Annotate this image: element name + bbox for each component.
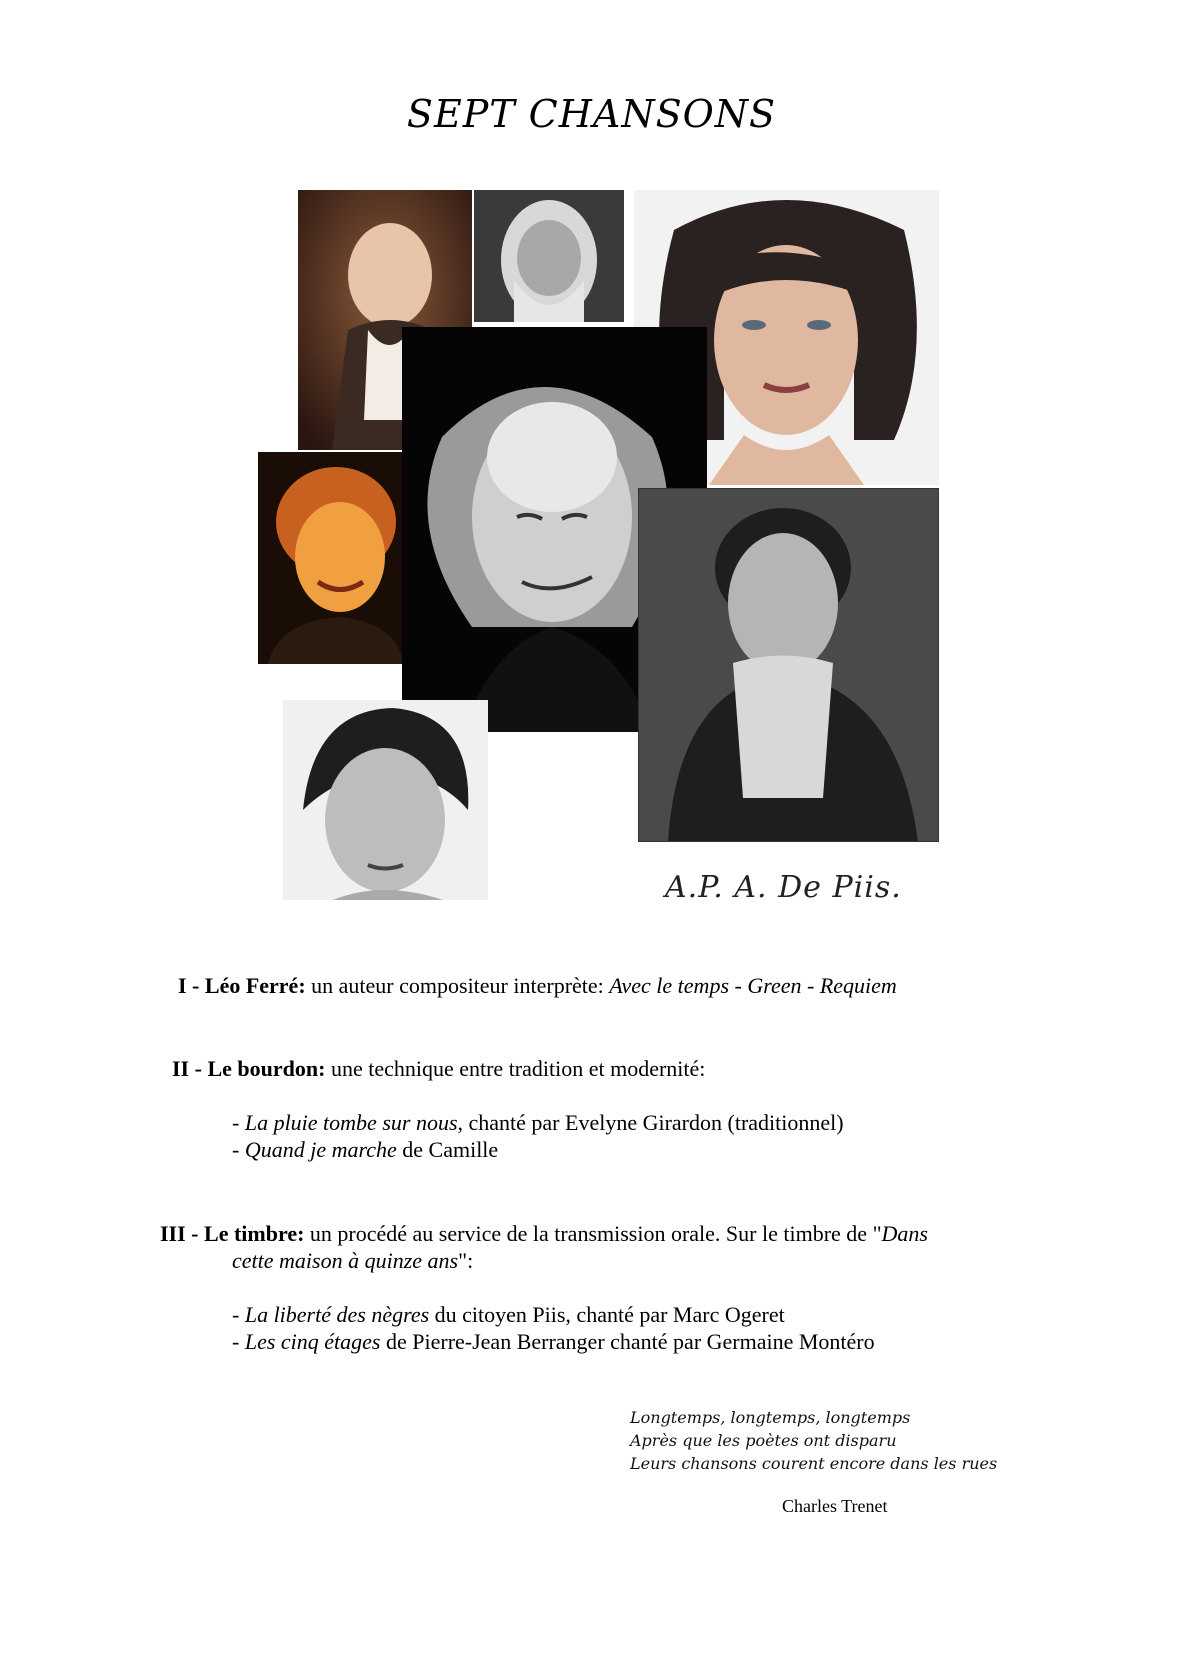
portrait-icon — [283, 700, 488, 900]
section-1-heading: Léo Ferré: — [204, 973, 306, 998]
piis-signature: A.P. A. De Piis. — [665, 870, 902, 905]
section-1-number: I - — [178, 973, 200, 998]
song-title: Les cinq étages — [244, 1329, 381, 1354]
section-1-text: un auteur compositeur interprète: — [305, 973, 610, 998]
quote-line: Longtemps, longtemps, longtemps — [630, 1408, 911, 1427]
list-item: - La pluie tombe sur nous, chanté par Evelyne Girardon (traditionnel) — [232, 1110, 844, 1135]
section-2-number: II - — [172, 1056, 202, 1081]
section-3-number: III - — [160, 1221, 199, 1246]
section-3-timbre-cont: cette maison à quinze ans — [232, 1248, 459, 1273]
section-3-line2: cette maison à quinze ans": — [232, 1248, 474, 1273]
germaine-montero-photo — [283, 700, 488, 900]
section-3-timbre: Dans — [881, 1221, 928, 1246]
song-title: Quand je marche — [244, 1137, 397, 1162]
trenet-quote — [630, 1406, 997, 1475]
quote-author: Charles Trenet — [782, 1496, 888, 1516]
section-3 — [160, 1220, 1055, 1247]
song-title: La liberté des nègres — [244, 1302, 430, 1327]
song-title: La pluie tombe sur nous — [244, 1110, 458, 1135]
quote-line: Après que les poètes ont disparu — [630, 1431, 897, 1450]
section-2-heading: Le bourdon: — [207, 1056, 326, 1081]
section-1 — [178, 972, 897, 999]
portrait-icon — [258, 452, 403, 664]
section-1-works: Avec le temps - Green - Requiem — [609, 973, 897, 998]
bearded-man-photo — [474, 190, 624, 322]
list-item: - Les cinq étages de Pierre-Jean Berranger chanté par Germaine Montéro — [232, 1329, 875, 1354]
page-title: SEPT CHANSONS — [406, 92, 777, 136]
list-item: - Quand je marche de Camille — [232, 1137, 499, 1162]
evelyne-girardon-photo — [258, 452, 403, 664]
piis-engraving — [638, 488, 939, 842]
quote-line: Leurs chansons courent encore dans les rues — [630, 1454, 998, 1473]
section-2-text: une technique entre tradition et modernité: — [325, 1056, 706, 1081]
section-2 — [172, 1055, 705, 1082]
portrait-icon — [638, 488, 939, 842]
portrait-icon — [474, 190, 624, 322]
section-3-text: un procédé au service de la transmission orale. Sur le timbre de " — [304, 1221, 882, 1246]
list-item: - La liberté des nègres du citoyen Piis, chanté par Marc Ogeret — [232, 1302, 785, 1327]
section-3-heading: Le timbre: — [204, 1221, 305, 1246]
